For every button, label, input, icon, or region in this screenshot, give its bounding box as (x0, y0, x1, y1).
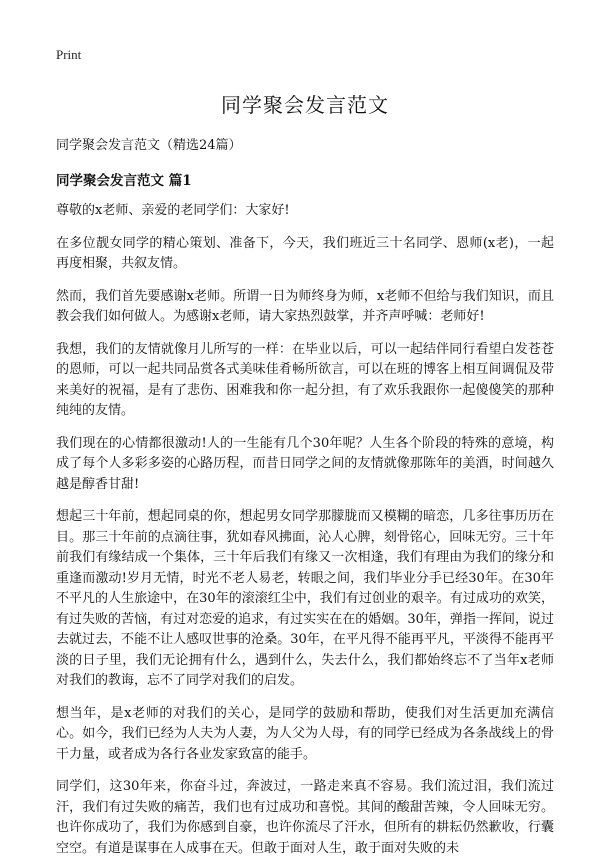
paragraph: 同学们，这30年来，你奋斗过，奔波过，一路走来真不容易。我们流过泪，我们流过汗，我们有过失败的痛苦，我们也有过成功和喜悦。其间的酸甜苦辣，令人回味无穷。也许你成功了，我们为你感到自豪，也许你流尽了汗水，但所有的耕耘仍然歉收，行囊空空。有道是谋事在人成事在天。但敢于面对人生，敢于面对失败的未 (56, 779, 554, 856)
page-title: 同学聚会发言范文 (221, 93, 389, 117)
paragraph-greeting: 尊敬的x老师、亲爱的老同学们：大家好! (56, 203, 290, 218)
paragraph: 我们现在的心情都很激动!人的一生能有几个30年呢？人生各个阶段的特殊的意境，构成了每个人多彩多姿的心路历程，而昔日同学之间的友情就像那陈年的美酒，时间越久越是醇香甘甜! (56, 435, 554, 492)
print-link[interactable]: Print (56, 47, 82, 62)
paragraph: 我想，我们的友情就像月儿所写的一样：在毕业以后，可以一起结伴同行看望白发苍苍的恩师，可以一起共同品赏各式美味佳肴畅所欲言，可以在班的博客上相互间调侃及带来美好的祝福，是有了悲伤、困难我和你一起分担，有了欢乐我跟你一起傻傻笑的那种纯纯的友情。 (56, 341, 554, 418)
paragraph: 然而，我们首先要感谢x老师。所谓一日为师终身为师，x老师不但给与我们知识，而且教会我们如何做人。为感谢x老师，请大家热烈鼓掌，并齐声呼喊：老师好! (56, 288, 554, 324)
section-heading: 同学聚会发言范文 篇1 (56, 173, 192, 189)
document-subtitle: 同学聚会发言范文（精选24篇） (56, 138, 242, 153)
paragraph: 在多位靓女同学的精心策划、准备下，今天，我们班近三十名同学、恩师(x老)，一起再度相聚，共叙友情。 (56, 235, 554, 271)
paragraph: 想起三十年前，想起同桌的你，想起男女同学那朦胧而又模糊的暗恋，几多往事历历在目。那三十年前的点滴往事，犹如春风拂面，沁人心脾，刻骨铭心，回味无穷。三十年前我们有缘结成一个集体，三十年后我们有缘又一次相逢，我们有理由为我们的缘分和重逢而激动!岁月无情，时光不老人易老，转眼之间，我们毕业分手已经30年。在30年不平凡的人生旅途中，在30年的滚滚红尘中，我们有过创业的艰辛。有过成功的欢笑，有过失败的苦恼，有过对恋爱的追求，有过实实在在的婚姻。30年，弹指一挥间，说过去就过去，不能不让人感叹世事的沧桑。30年，在平凡得不能再平凡，平淡得不能再平淡的日子里，我们无论拥有什么，遇到什么，失去什么，我们都始终忘不了当年x老师对我们的教诲，忘不了同学对我们的启发。 (56, 509, 554, 688)
paragraph: 想当年，是x老师的对我们的关心，是同学的鼓励和帮助，使我们对生活更加充满信心。如今，我们已经为人夫为人妻，为人父为人母，有的同学已经成为各条战线上的骨干力量，或者成为各行各业发家致富的能手。 (56, 705, 554, 762)
